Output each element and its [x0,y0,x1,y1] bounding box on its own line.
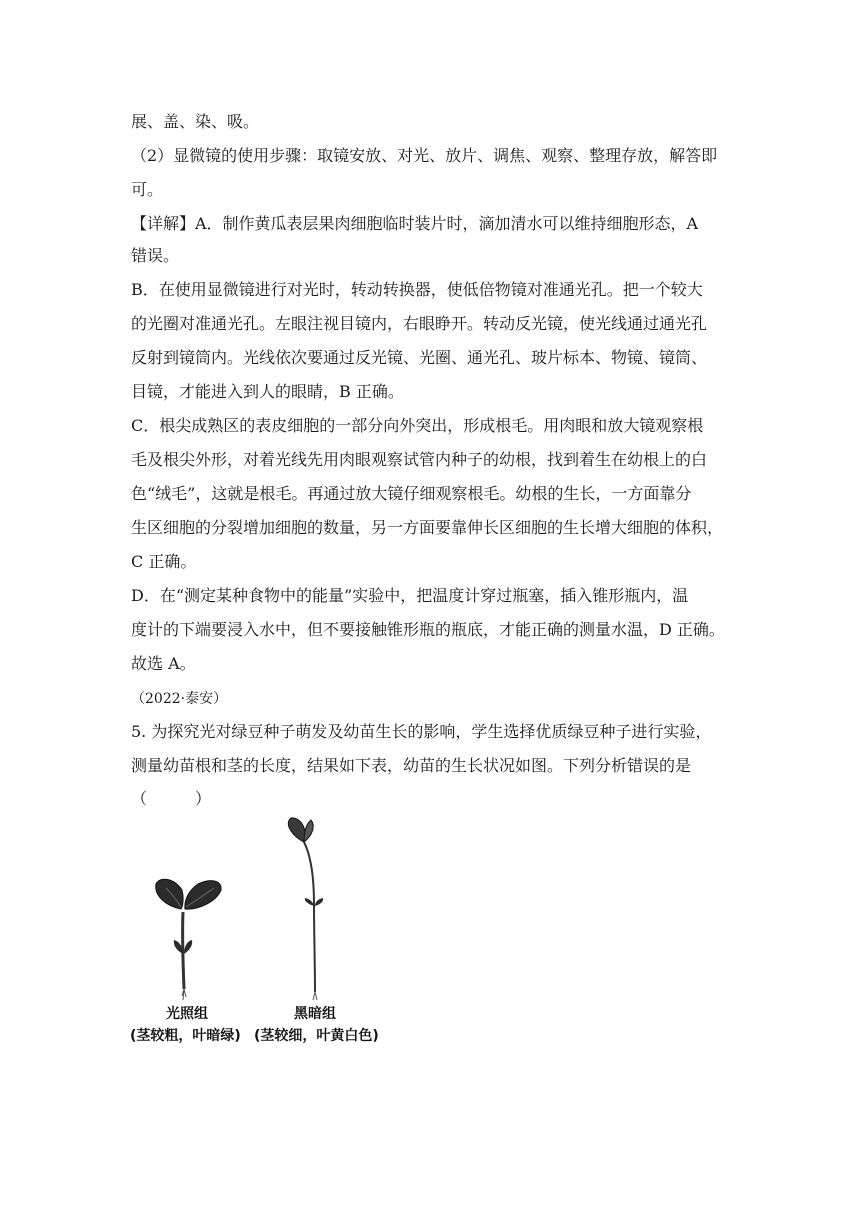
question-text: 测量幼苗根和茎的长度，结果如下表，幼苗的生长状况如图。下列分析错误的是 [131,756,692,775]
question-text: 5. 为探究光对绿豆种子萌发及幼苗生长的影响，学生选择优质绿豆种子进行实验， [131,722,712,741]
text-line: 的光圈对准通光孔。左眼注视目镜内，右眼睁开。转动反光镜，使光线通过通光孔 [131,314,708,333]
dark-seedling [288,818,323,1000]
seedling-figure [126,814,394,1054]
text-line: 目镜，才能进入到人的眼睛，B 正确。 [131,382,404,401]
text-line: 色“绒毛”，这就是根毛。再通过放大镜仔细观察根毛。幼根的生长，一方面靠分 [131,484,692,503]
text-line: D．在“测定某种食物中的能量”实验中，把温度计穿过瓶塞，插入锥形瓶内，温 [131,586,689,605]
text-line: 展、盖、染、吸。 [131,112,260,131]
text-line: 毛及根尖外形，对着光线先用肉眼观察试管内种子的幼根，找到着生在幼根上的白 [131,450,708,469]
answer-blank: （ ） [131,789,212,808]
text-line: 度计的下端要浸入水中，但不要接触锥形瓶的瓶底，才能正确的测量水温，D 正确。 [131,620,725,639]
light-group-description: (茎较粗，叶暗绿) [130,1028,241,1044]
text-line: 生区细胞的分裂增加细胞的数量，另一方面要靠伸长区细胞的生长增大细胞的体积， [131,518,724,537]
light-seedling [156,879,221,1000]
text-line: 【详解】A．制作黄瓜表层果肉细胞临时装片时，滴加清水可以维持细胞形态，A [131,214,699,233]
text-line: C 正确。 [131,552,197,571]
text-line: 错误。 [131,246,180,265]
text-line: B．在使用显微镜进行对光时，转动转换器，使低倍物镜对准通光孔。把一个较大 [131,280,703,299]
dark-group-label: 黑暗组 [294,1006,336,1022]
dark-group-description: (茎较细，叶黄白色) [254,1028,379,1044]
source-citation: （2022·泰安） [131,691,228,707]
text-line: 故选 A。 [131,654,196,673]
text-line: 反射到镜筒内。光线依次要通过反光镜、光圈、通光孔、玻片标本、物镜、镜筒、 [131,348,708,367]
text-line: 可。 [131,180,164,199]
text-line: （2）显微镜的使用步骤：取镜安放、对光、放片、调焦、观察、整理存放，解答即 [131,146,718,165]
text-line: C．根尖成熟区的表皮细胞的一部分向外突出，形成根毛。用肉眼和放大镜观察根 [131,416,704,435]
light-group-label: 光照组 [166,1006,208,1022]
